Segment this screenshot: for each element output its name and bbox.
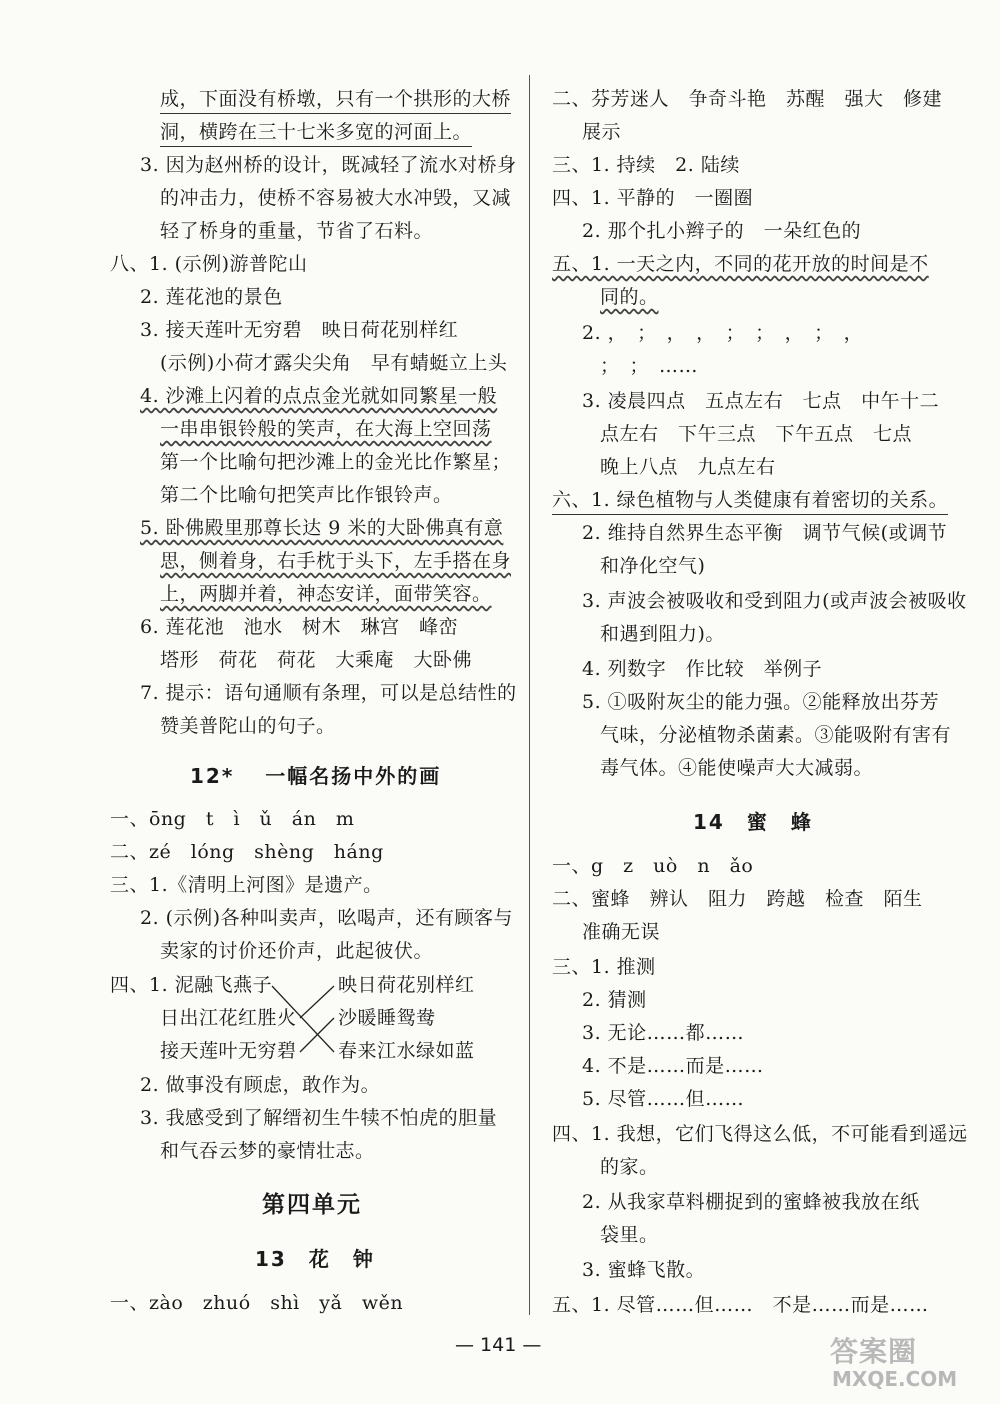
answer-line: 3. 因为赵州桥的设计，既减轻了流水对桥身	[140, 154, 517, 176]
answer-line: 第一个比喻句把沙滩上的金光比作繁星；	[160, 451, 512, 473]
page-number: — 141 —	[455, 1334, 542, 1356]
answer-line: 2. 莲花池的景色	[140, 286, 283, 308]
answer-line: 袋里。	[600, 1224, 659, 1246]
answer-line: 同的。	[600, 286, 659, 308]
answer-line: 一、ōng t ì ǔ án m	[110, 808, 355, 830]
section-heading: 13 花 钟	[255, 1247, 375, 1271]
answer-line: 和遇到阻力)。	[600, 623, 725, 645]
answer-line: 一、g z uò n ǎo	[552, 855, 754, 877]
answer-line: 四、1. 我想，它们飞得这么低，不可能看到遥远	[552, 1123, 968, 1145]
answer-line: 气味，分泌植物杀菌素。③能吸附有害有	[600, 724, 952, 746]
answer-line: 二、芬芳迷人 争奇斗艳 苏醒 强大 修建	[552, 88, 943, 110]
answer-line: 六、1. 绿色植物与人类健康有着密切的关系。	[552, 487, 948, 515]
answer-line: 毒气体。④能使噪声大大减弱。	[600, 757, 874, 779]
answer-line: 二、zé lóng shèng háng	[110, 841, 384, 863]
answer-line: 四、1. 平静的 一圈圈	[552, 187, 754, 209]
match-left-2: 日出江花红胜火	[160, 1007, 297, 1029]
answer-line: 八、1. (示例)游普陀山	[110, 253, 308, 275]
match-right-1: 映日荷花别样红	[338, 974, 475, 996]
section-heading: 14 蜜 蜂	[693, 810, 813, 834]
answer-line: 卖家的讨价还价声，此起彼伏。	[160, 940, 434, 962]
answer-line: 2. 维持自然界生态平衡 调节气候(或调节	[582, 522, 948, 544]
answer-line: 塔形 荷花 荷花 大乘庵 大卧佛	[160, 649, 473, 671]
section-heading: 12* 一幅名扬中外的画	[190, 764, 442, 788]
answer-line: 上，两脚并着，神态安详，面带笑容。	[160, 583, 492, 605]
answer-line: 三、1.《清明上河图》是遗产。	[110, 874, 383, 896]
answer-line: 3. 我感受到了解缙初生牛犊不怕虎的胆量	[140, 1107, 498, 1129]
column-divider	[529, 75, 530, 1315]
answer-line: 三、1. 推测	[552, 956, 656, 978]
watermark-url: MXQE.COM	[832, 1367, 958, 1391]
answer-line: 3. 凌晨四点 五点左右 七点 中午十二	[582, 390, 940, 412]
answer-line: 2. ， ； ， ， ； ； ， ； ，	[582, 322, 864, 344]
answer-line: 4. 沙滩上闪着的点点金光就如同繁星一般	[140, 385, 498, 407]
answer-line: 2. 做事没有顾虑，敢作为。	[140, 1074, 381, 1096]
answer-line: 思，侧着身，右手枕于头下，左手搭在身	[160, 550, 512, 572]
answer-line: 3. 接天莲叶无穷碧 映日荷花别样红	[140, 319, 459, 341]
answer-line: 二、蜜蜂 辨认 阻力 跨越 检查 陌生	[552, 888, 923, 910]
answer-line: (示例)小荷才露尖尖角 早有蜻蜓立上头	[160, 352, 508, 374]
answer-line: 第二个比喻句把笑声比作银铃声。	[160, 484, 453, 506]
answer-line: 的家。	[600, 1156, 659, 1178]
answer-line: 晚上八点 九点左右	[600, 456, 776, 478]
answer-line: 洞，横跨在三十七米多宽的河面上。	[160, 119, 472, 147]
answer-line: 4. 不是……而是……	[582, 1055, 764, 1077]
answer-line: 五、1. 一天之内，不同的花开放的时间是不	[552, 253, 929, 275]
answer-line: 点左右 下午三点 下午五点 七点	[600, 423, 913, 445]
answer-line: 赞美普陀山的句子。	[160, 715, 336, 737]
answer-line: 和净化空气)	[600, 555, 706, 577]
answer-line: 一串串银铃般的笑声，在大海上空回荡	[160, 418, 492, 440]
answer-line: 6. 莲花池 池水 树木 琳宫 峰峦	[140, 616, 459, 638]
answer-line: 2. 那个扎小辫子的 一朵红色的	[582, 220, 862, 242]
answer-line: 7. 提示：语句通顺有条理，可以是总结性的	[140, 682, 517, 704]
answer-line: 轻了桥身的重量，节省了石料。	[160, 220, 434, 242]
answer-line: 和气吞云梦的豪情壮志。	[160, 1140, 375, 1162]
answer-line: 3. 蜜蜂飞散。	[582, 1259, 706, 1281]
answer-line: 3. 声波会被吸收和受到阻力(或声波会被吸收	[582, 590, 967, 612]
answer-line: 2. (示例)各种叫卖声，吆喝声，还有顾客与	[140, 907, 513, 929]
answer-line: 展示	[582, 121, 622, 143]
answer-line: 5. 卧佛殿里那尊长达 9 米的大卧佛真有意	[140, 517, 504, 539]
match-left-1: 四、1. 泥融飞燕子	[110, 974, 273, 996]
answer-line: 一、zào zhuó shì yǎ wěn	[110, 1292, 404, 1314]
match-right-3: 春来江水绿如蓝	[338, 1040, 475, 1062]
answer-line: 5. ①吸附灰尘的能力强。②能释放出芬芳	[582, 691, 940, 713]
answer-line: ； ； ……	[600, 355, 699, 377]
answer-line: 4. 列数字 作比较 举例子	[582, 658, 823, 680]
answer-line: 5. 尽管……但……	[582, 1088, 745, 1110]
answer-line: 准确无误	[582, 921, 661, 943]
answer-line: 3. 无论……都……	[582, 1022, 745, 1044]
unit-heading: 第四单元	[262, 1192, 362, 1218]
answer-line: 三、1. 持续 2. 陆续	[552, 154, 740, 176]
watermark-logo: 答案圈	[830, 1335, 918, 1368]
answer-line: 五、1. 尽管……但…… 不是……而是……	[552, 1294, 929, 1316]
answer-line: 成，下面没有桥墩，只有一个拱形的大桥	[160, 86, 511, 114]
answer-line: 的冲击力，使桥不容易被大水冲毁，又减	[160, 187, 512, 209]
answer-line: 2. 猜测	[582, 989, 647, 1011]
match-left-3: 接天莲叶无穷碧	[160, 1040, 297, 1062]
match-right-2: 沙暖睡鸳鸯	[338, 1007, 436, 1029]
answer-line: 2. 从我家草料棚捉到的蜜蜂被我放在纸	[582, 1191, 920, 1213]
